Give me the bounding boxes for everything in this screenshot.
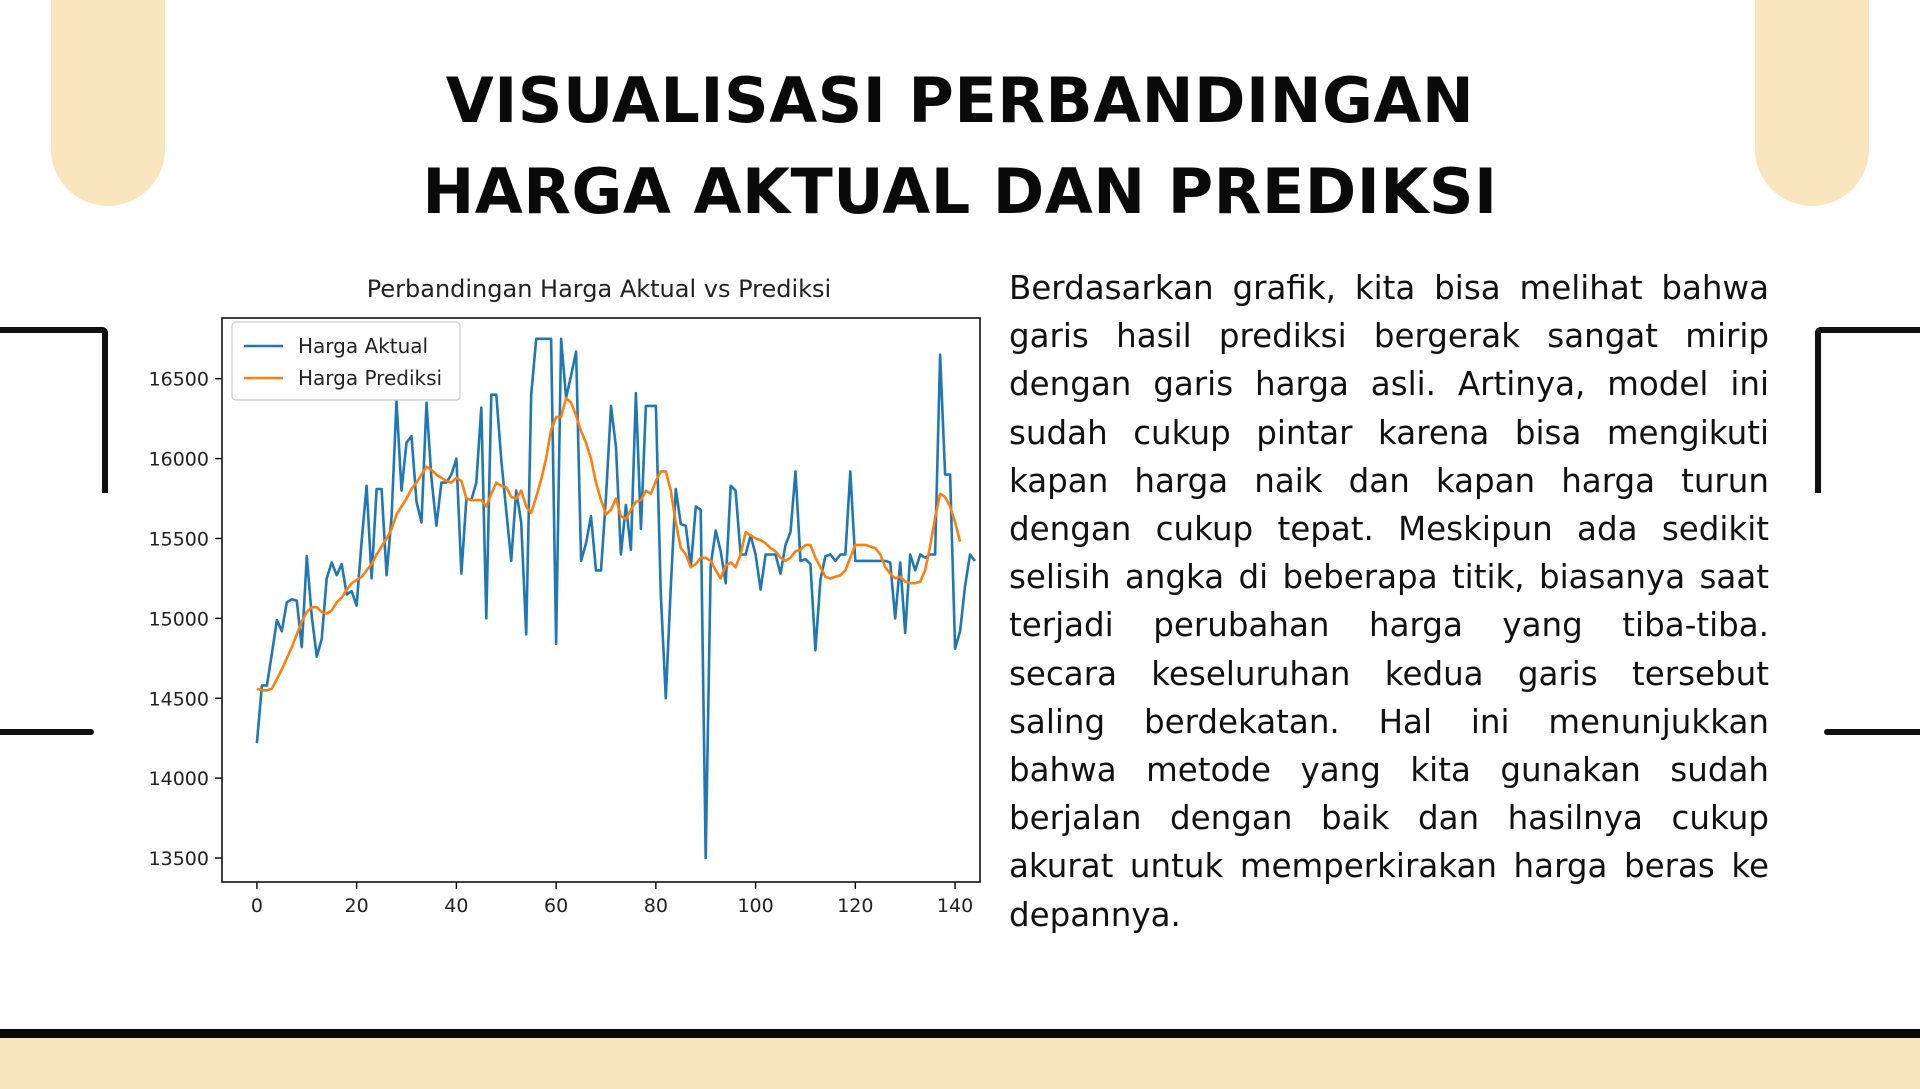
y-tick-label: 14000	[148, 768, 209, 791]
slide-title-line-1: VISUALISASI PERBANDINGAN	[445, 64, 1475, 137]
decorative-bracket-left-bottom	[0, 729, 94, 735]
plot-frame	[222, 318, 980, 882]
x-tick-label: 100	[737, 895, 774, 917]
legend-label-actual: Harga Aktual	[298, 334, 429, 358]
y-tick-label: 16500	[148, 368, 209, 391]
y-tick-label: 13500	[148, 848, 209, 871]
decorative-pill-right	[1755, 0, 1869, 206]
slide-title-line-2: HARGA AKTUAL DAN PREDIKSI	[422, 155, 1498, 228]
decorative-pill-left	[51, 0, 165, 206]
y-tick-label: 14500	[148, 688, 209, 711]
slide-title	[360, 55, 1560, 237]
chart-title: Perbandingan Harga Aktual vs Prediksi	[366, 275, 832, 303]
x-tick-label: 120	[837, 895, 874, 917]
line-chart	[120, 272, 1000, 952]
y-tick-label: 15500	[148, 528, 209, 551]
legend-label-predicted: Harga Prediksi	[298, 366, 443, 390]
x-tick-label: 20	[344, 895, 369, 917]
series-line-actual	[257, 339, 975, 858]
explanation-paragraph: Berdasarkan grafik, kita bisa melihat bahwa garis hasil prediksi bergerak sangat mirip dengan garis harga asli. Artinya, model ini sudah cukup pintar karena bisa mengikuti kapan harga naik dan kapan harga turun dengan cukup tepat. Meskipun ada sedikit selisih angka di beberapa titik, biasanya saat terjadi perubahan harga yang tiba-tiba. secara keseluruhan kedua garis tersebut saling berdekatan. Hal ini menunjukkan bahwa metode yang kita gunakan sudah berjalan dengan baik dan hasilnya cukup akurat untuk memperkirakan harga beras ke depannya.	[1009, 269, 1769, 934]
chart-container	[120, 272, 1000, 952]
y-tick-label: 16000	[148, 448, 209, 471]
decorative-bracket-right-bottom	[1824, 729, 1920, 735]
decorative-bracket-right-top	[1815, 327, 1920, 493]
x-tick-label: 40	[444, 895, 469, 917]
x-tick-label: 140	[936, 895, 974, 917]
legend	[232, 322, 460, 400]
x-axis	[251, 882, 973, 917]
series-group	[257, 339, 975, 858]
x-tick-label: 80	[643, 895, 668, 917]
decorative-bracket-left-top	[0, 327, 108, 493]
x-tick-label: 60	[544, 895, 569, 917]
bottom-band	[0, 1029, 1920, 1089]
y-tick-label: 15000	[148, 608, 209, 631]
y-axis	[149, 369, 222, 870]
x-tick-label: 0	[250, 895, 263, 917]
